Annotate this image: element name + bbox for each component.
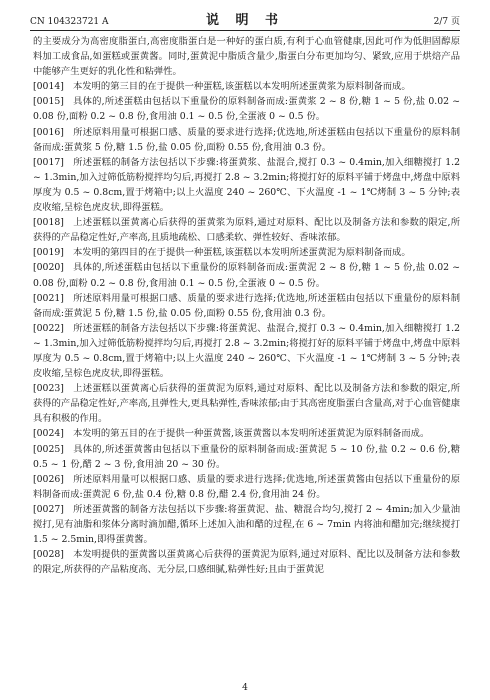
paragraph-number: [0028] [33,549,64,561]
paragraph: [0020] 具体的,所述蛋糕由包括以下重量份的原料制备而成:蛋黄泥 2 ~ 8 份,糖 1 ~ 5 份,盐 0.02 ~ 0.08 份,面粉 0.2 ~ 0.8 份,食用油 0.1 ~ 0.5 份,全蛋液 0 ~ 0.5 份。 [33,262,460,289]
paragraph-number: [0023] [33,383,64,395]
doc-number: CN 104323721 A [30,17,109,27]
paragraph: [0021] 所述原料用量可根据口感、质量的要求进行选择;优选地,所述蛋糕由包括以下重量份的原料制备而成:蛋黄泥 5 份,糖 1.5 份,盐 0.05 份,面粉 0.55 份,食用油 0.3 份。 [33,292,460,319]
paragraph: [0016] 所述原料用量可根据口感、质量的要求进行选择;优选地,所述蛋糕由包括以下重量份的原料制备而成:蛋黄浆 5 份,糖 1.5 份,盐 0.05 份,面粉 0.55 份,食用油 0.3 份。 [33,126,460,153]
paragraph-number: [0016] [33,126,64,138]
paragraph-number: [0025] [33,443,64,455]
page-number: 4 [242,683,248,693]
paragraph: [0022] 所述蛋糕的制备方法包括以下步骤:将蛋黄泥、盐混合,搅打 0.3 ~ 0.4min,加入细糖搅打 1.2 ~ 1.3min,加入过筛低筋粉搅拌均匀后,再搅打 2.8 ~ 3.2min;将搅打好的原料平铺于烤盘中,烤盘中原料厚度为 0.5 ~ 0.8cm,置于烤箱中;以上火温度 240 ~ 260℃、下火温度 -1 ~ 1℃烤制 3 ~ 5 分钟;表皮收缩,呈棕色虎皮状,即得蛋糕。 [33,322,460,380]
paragraph-number: [0015] [33,96,64,108]
paragraph: [0014] 本发明的第三目的在于提供一种蛋糕,该蛋糕以本发明所述蛋黄浆为原料制备而成。 [33,79,460,94]
paragraph-number: [0026] [33,473,64,485]
paragraph: [0017] 所述蛋糕的制备方法包括以下步骤:将蛋黄浆、盐混合,搅打 0.3 ~ 0.4min,加入细糖搅打 1.2 ~ 1.3min,加入过筛低筋粉搅拌均匀后,再搅打 2.8 ~ 3.2min;将搅打好的原料平铺于烤盘中,烤盘中原料厚度为 0.5 ~ 0.8cm,置于烤箱中;以上火温度 240 ~ 260℃、下火温度 -1 ~ 1℃烤制 3 ~ 5 分钟;表皮收缩,呈棕色虎皮状,即得蛋糕。 [33,156,460,214]
paragraph: [0024] 本发明的第五目的在于提供一种蛋黄酱,该蛋黄酱以本发明所述蛋黄泥为原料制备而成。 [33,426,460,441]
paragraph-number: [0017] [33,156,64,168]
paragraph-number: [0024] [33,428,64,440]
doc-title: 说 明 书 [205,13,285,28]
paragraph: 的主要成分为高密度脂蛋白,高密度脂蛋白是一种好的蛋白质,有利于心血管健康,因此可作为低胆固醇原料加工成食品,如蛋糕或蛋黄酱。同时,蛋黄泥中脂质含量少,脂蛋白分布更加均匀、紧致,应用于烘焙产品中能够产生更好的乳化性和粘弹性。 [33,36,460,78]
paragraph-number: [0021] [33,292,64,304]
page-indicator: 2/7 页 [433,17,460,27]
paragraph-number: [0014] [33,81,64,93]
paragraph: [0019] 本发明的第四目的在于提供一种蛋糕,该蛋糕以本发明所述蛋黄泥为原料制备而成。 [33,245,460,260]
paragraph: [0026] 所述原料用量可以根据口感、质量的要求进行选择;优选地,所述蛋黄酱由包括以下重量份的原料制备而成:蛋黄泥 6 份,盐 0.4 份,糖 0.8 份,醋 2.4 份,食用油 24 份。 [33,473,460,500]
paragraph-number: [0022] [33,322,64,334]
page-header [30,8,460,31]
paragraph-number: [0027] [33,503,64,515]
paragraph-number: [0019] [33,247,64,259]
paragraph: [0018] 上述蛋糕以蛋黄离心后获得的蛋黄浆为原料,通过对原料、配比以及制备方法和参数的限定,所获得的产品稳定性好,产率高,且质地疏松、口感柔软、弹性较好、香味浓郁。 [33,217,460,244]
document-body [33,34,460,577]
paragraph: [0025] 具体的,所述蛋黄酱由包括以下重量份的原料制备而成:蛋黄泥 5 ~ 10 份,盐 0.2 ~ 0.6 份,糖 0.5 ~ 1 份,醋 2 ~ 3 份,食用油 20 ~ 30 份。 [33,443,460,470]
paragraph: [0023] 上述蛋糕以蛋黄离心后获得的蛋黄泥为原料,通过对原料、配比以及制备方法和参数的限定,所获得的产品稳定性好,产率高,且弹性大,更具粘弹性,香味浓郁;由于其高密度脂蛋白含量高,对于心血管健康具有积极的作用。 [33,383,460,425]
paragraph-number: [0020] [33,262,64,274]
paragraph-number: [0018] [33,217,64,229]
paragraph: [0015] 具体的,所述蛋糕由包括以下重量份的原料制备而成:蛋黄浆 2 ~ 8 份,糖 1 ~ 5 份,盐 0.02 ~ 0.08 份,面粉 0.2 ~ 0.8 份,食用油 0.1 ~ 0.5 份,全蛋液 0 ~ 0.5 份。 [33,96,460,123]
paragraph: [0028] 本发明提供的蛋黄酱以蛋黄离心后获得的蛋黄泥为原料,通过对原料、配比以及制备方法和参数的限定,所获得的产品粘度高、无分层,口感细腻,粘弹性好;且由于蛋黄泥 [33,549,460,576]
paragraph: [0027] 所述蛋黄酱的制备方法包括以下步骤:将蛋黄泥、盐、糖混合均匀,搅打 2 ~ 4min;加入少量油搅打,见有油脂和浆体分离时滴加醋,循环上述加入油和醋的过程,在 6 ~ 7min 内将油和醋加完;继续搅打 1.5 ~ 2.5min,即得蛋黄酱。 [33,503,460,546]
